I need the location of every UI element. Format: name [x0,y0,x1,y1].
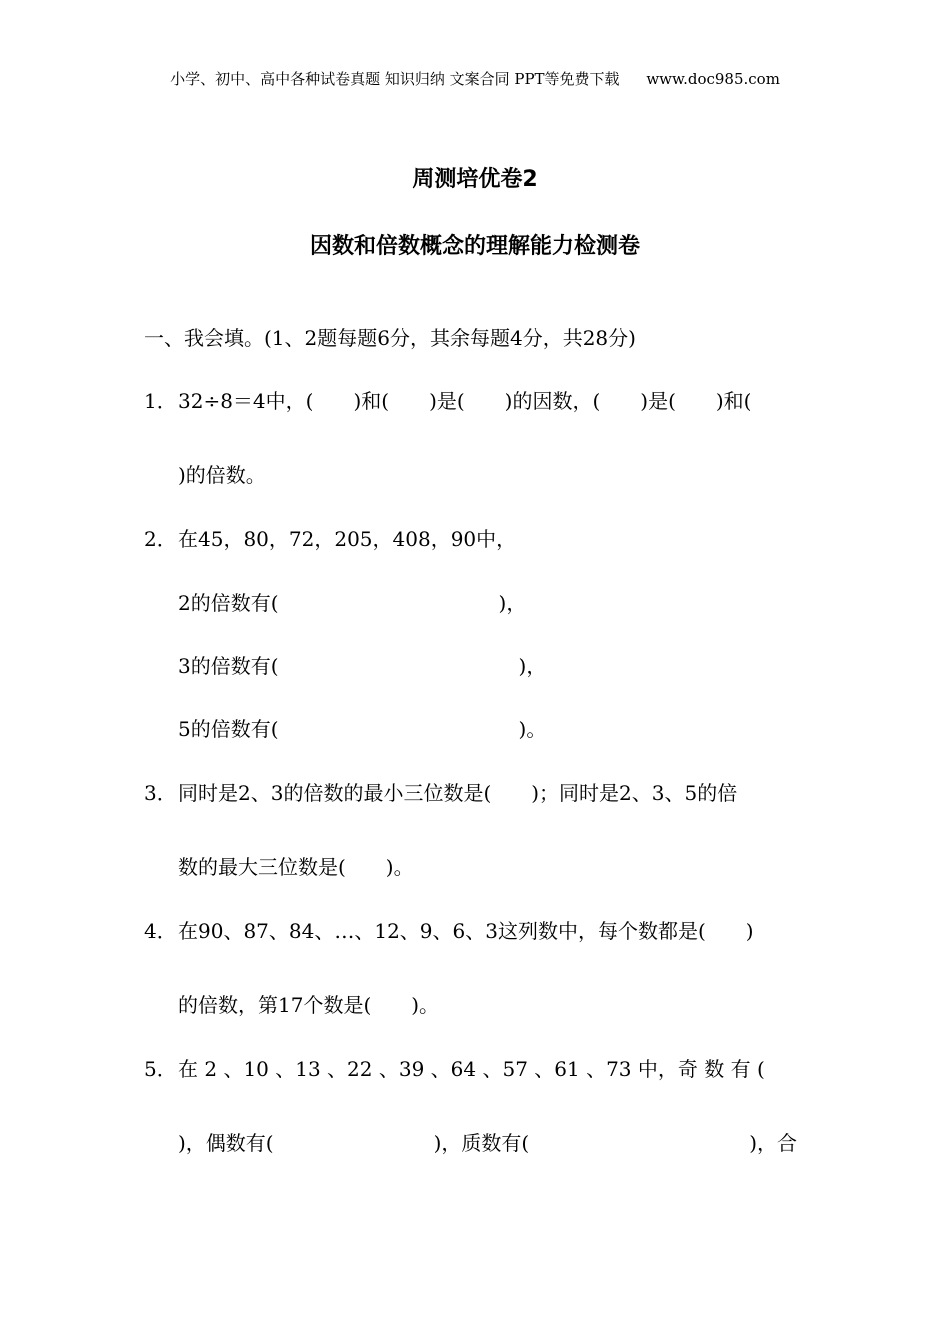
page-subtitle: 因数和倍数概念的理解能力检测卷 [309,234,640,259]
question-1 [144,385,752,414]
question-5 [144,1053,765,1082]
question-number: 4． [144,919,177,943]
question-3 [144,777,737,806]
question-text: 在 2 、10 、13 、22 、39 、64 、57 、61 、73 中，奇 数 有 ( [178,1057,765,1081]
question-4 [144,915,754,944]
question-1-continued: )的倍数。 [178,463,266,487]
question-number: 5． [144,1057,177,1081]
question-number: 2． [144,527,177,551]
question-number: 3． [144,781,177,805]
question-text: 32÷8＝4中，( )和( )是( )的因数，( )是( )和( [178,389,752,413]
question-number: 1． [144,389,177,413]
page-title: 周测培优卷2 [412,167,538,192]
question-text: 同时是2、3的倍数的最小三位数是( )；同时是2、3、5的倍 [178,781,738,805]
question-2-item: 3的倍数有( )， [178,654,547,678]
question-4-continued: 的倍数，第17个数是( )。 [178,993,440,1017]
question-2-item: 2的倍数有( )， [178,591,527,615]
question-text: 在45，80，72，205，408，90中， [178,527,517,551]
question-2 [144,523,516,552]
page-header [0,68,950,89]
header-site: www.doc985.com [646,70,780,88]
question-2-item: 5的倍数有( )。 [178,717,547,741]
section-heading: 一、我会填。(1、2题每题6分，其余每题4分，共28分) [144,326,636,350]
question-text: 在90、87、84、…、12、9、6、3这列数中，每个数都是( ) [178,919,754,943]
header-text: 小学、初中、高中各种试卷真题 知识归纳 文案合同 PPT等免费下载 [170,70,620,88]
question-5-continued: )，偶数有( )，质数有( )，合 [178,1131,798,1155]
question-3-continued: 数的最大三位数是( )。 [178,855,414,879]
